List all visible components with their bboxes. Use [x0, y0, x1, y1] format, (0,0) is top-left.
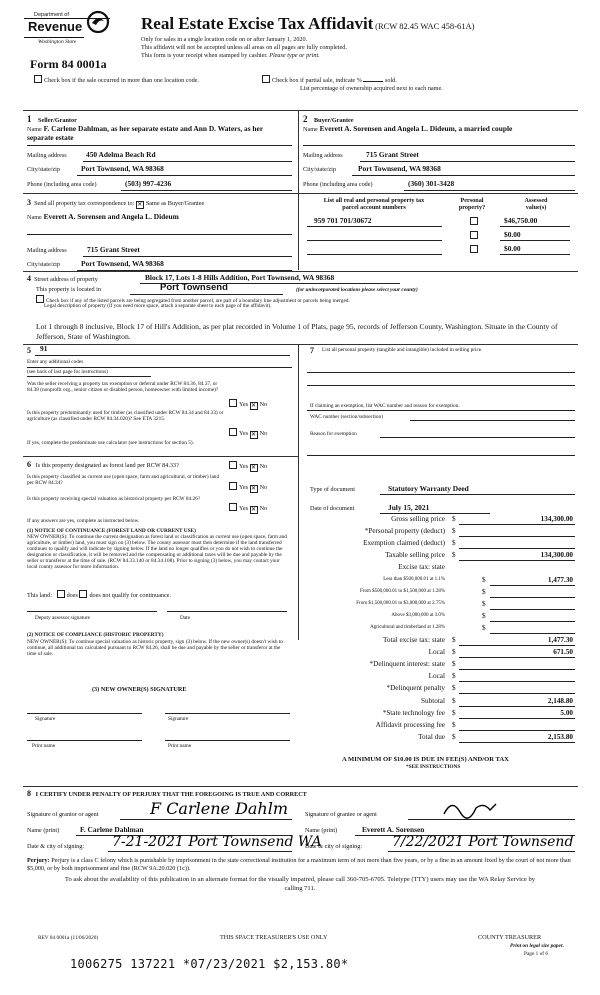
wac-number-label: WAC number (section/subsection) [310, 414, 383, 420]
exemption-question: Was the seller receiving a property tax exemption or deferral under RCW 84.36, 84.37, or 84.38 (nonprofit org., senior citizen or disabled person, homeowner with limited income)? [27, 381, 219, 394]
owner-print-name-label-2: Print name [168, 743, 192, 749]
seller-mailing-label: Mailing address [27, 152, 67, 159]
grantor-signature[interactable]: F Carlene Dahlm [150, 799, 289, 818]
historic-question: Is this property receiving special valuation as historical property per RCW 84.26? [27, 496, 201, 502]
tax-row-label: From $1,500,000.01 to $3,000,000 at 2.75% [356, 600, 445, 606]
tax-row-label: *Delinquent penalty [386, 684, 445, 693]
buyer-city-value[interactable]: Port Townsend, WA 98368 [358, 164, 441, 173]
grantee-signature[interactable] [440, 796, 500, 820]
tax-row [305, 599, 577, 611]
tax-row-currency: $ [452, 672, 456, 681]
seller-num: 1 [27, 114, 32, 124]
tax-row-currency: $ [452, 539, 456, 548]
timber-yes-checkbox[interactable] [229, 428, 237, 436]
assessed-value-1[interactable]: $46,750.00 [504, 216, 538, 225]
tax-row-label: Gross selling price [391, 515, 445, 523]
multi-location-check: Check box if the sale occurred in more than one location code. [34, 75, 199, 84]
land-qualify-row: This land: does does not qualify for continuance. [27, 592, 172, 599]
doc-type-value[interactable]: Statutory Warranty Deed [388, 484, 469, 493]
buyer-mailing-label: Mailing address [303, 152, 343, 159]
tax-row-label: Subtotal [421, 696, 445, 705]
buyer-num: 2 [303, 114, 308, 124]
cashier-stamp: 1006275 137221 *07/23/2021 $2,153.80* [70, 957, 349, 971]
owner-signature-label-2: Signature [168, 716, 189, 722]
logo-state: Washington State [38, 39, 77, 45]
current-use-no-checkbox[interactable] [250, 485, 258, 493]
exemption-no-checkbox[interactable] [250, 402, 258, 410]
deputy-assessor-signature-label: Deputy assessor signature [35, 615, 91, 621]
buyer-city-label: City/state/zip [303, 166, 336, 173]
tax-row-value[interactable]: 1,477.30 [547, 636, 573, 644]
partial-sale-checkbox[interactable] [262, 75, 270, 83]
personal-property-checkbox-3[interactable] [470, 245, 478, 253]
timber-yes-no: Yes ✕ No [229, 428, 267, 439]
grantor-signature-label: Signature of grantor or agent [27, 811, 99, 818]
see-back-note: (see back of last page for instructions) [27, 369, 108, 375]
tax-row [305, 635, 577, 647]
logo-revenue: Revenue [28, 19, 83, 34]
owner-signature-label-1: Signature [35, 716, 56, 722]
buyer-phone-label: Phone (including area code) [303, 181, 373, 188]
tax-row-currency: $ [452, 515, 456, 523]
buyer-mailing-value[interactable]: 715 Grant Street [366, 150, 419, 159]
tax-row-label: Local [428, 648, 445, 657]
current-use-yes-checkbox[interactable] [229, 482, 237, 490]
tax-row-currency: $ [452, 684, 456, 693]
tax-row [305, 611, 577, 623]
tax-row-label: Local [428, 672, 445, 681]
section7-num: 7 [310, 346, 314, 355]
new-owner-signature-heading: (3) NEW OWNER(S) SIGNATURE [92, 686, 187, 693]
buyer-phone-value[interactable]: (360) 301-3428 [408, 179, 455, 188]
legal-description-value[interactable]: Lot 1 through 8 inclusive, Block 17 of Hill's Addition, as per plat recorded in Volume 1 of Plats, page 95, records of Jefferson County, Washington. Situate in the County of Jefferson, State of Washington. [36, 322, 558, 341]
tax-row [305, 526, 577, 538]
tax-row [305, 683, 577, 695]
tax-row [305, 550, 577, 562]
tax-row-label: Agricultural and timberland at 1.28% [370, 624, 445, 630]
tax-row-currency: $ [482, 623, 486, 632]
tax-row [305, 732, 577, 744]
parcel-number-1[interactable]: 959 701 701/30672 [314, 216, 372, 225]
header-line-3-emphasis: Please type or print. [269, 51, 320, 59]
tax-row-label: *Delinquent interest: state [369, 660, 445, 669]
tax-row [305, 562, 577, 574]
personal-property-checkbox-1[interactable] [470, 217, 478, 225]
forest-no-checkbox[interactable] [250, 464, 258, 472]
tax-row-value[interactable]: 2,148.80 [547, 696, 573, 705]
exemption-claim-label: If claiming an exemption, list WAC number and reason for exemption. [310, 403, 460, 409]
grantor-name-label: Name (print) [27, 827, 60, 834]
title-text: Real Estate Excise Tax Affidavit [141, 14, 374, 33]
tax-row [305, 647, 577, 659]
tax-row-currency: $ [452, 660, 456, 669]
legal-description-label: Legal description of property (if you need more space, attach a separate sheet to each page of the affidavit). [44, 303, 272, 309]
multi-location-checkbox[interactable] [34, 75, 42, 83]
tax-corr-name-value[interactable]: Everett A. Sorensen and Angela L. Dideum [43, 212, 179, 221]
buyer-name-value[interactable]: Everett A. Sorensen and Angela L. Dideum, a married couple [319, 124, 513, 133]
tax-row-currency: $ [452, 732, 456, 741]
notice-continuance-title: (1) NOTICE OF CONTINUANCE (FOREST LAND OR CURRENT USE) [27, 528, 196, 534]
tax-row-currency: $ [482, 587, 486, 596]
grantee-name-value[interactable]: Everett A. Sorensen [362, 825, 425, 834]
tax-corr-city-value[interactable]: Port Townsend, WA 98368 [81, 259, 164, 268]
owner-print-name-label-1: Print name [32, 743, 56, 749]
tax-row [305, 623, 577, 635]
current-use-yes-no: Yes ✕ No [229, 482, 267, 493]
grantee-signature-label: Signature of grantee or agent [305, 811, 377, 818]
header-line-2: This affidavit will not be accepted unless all areas on all pages are fully completed. [141, 43, 347, 51]
buyer-heading: Buyer/Grantee [314, 117, 354, 124]
exemption-yes-no: Yes ✕ No [229, 399, 267, 410]
assessed-value-header: Assessed value(s) [524, 197, 548, 212]
same-as-buyer-checkbox[interactable] [136, 201, 144, 209]
segregation-row: Check box if any of the listed parcels are being segregated from another parcel, are part of a boundary line adjustment or parcels being merged. [36, 295, 576, 304]
logo-department: Department of [34, 12, 69, 18]
minimum-due-note: A MINIMUM OF $10.00 IS DUE IN FEE(S) AND/OR TAX [342, 756, 509, 763]
tax-calculation-table [305, 514, 577, 826]
tax-row [305, 587, 577, 599]
forest-yes-checkbox[interactable] [229, 461, 237, 469]
grantor-name-value[interactable]: F. Carlene Dahlman [80, 825, 144, 834]
additional-codes-label: Enter any additional codes [27, 359, 84, 365]
title-citation: (RCW 82.45 WAC 458-61A) [375, 21, 475, 31]
tax-corr-mailing-value[interactable]: 715 Grant Street [87, 245, 140, 254]
tax-row-currency: $ [452, 551, 456, 560]
grantee-name-label: Name (print) [305, 827, 338, 834]
street-address-row: 4 Street address of property [27, 274, 98, 283]
any-yes-note: If any answers are yes, complete as instructed below. [27, 518, 140, 524]
grantor-date-city[interactable]: 7-21-2021 Port Townsend WA [112, 834, 322, 850]
tax-row [305, 720, 577, 732]
seller-phone-value[interactable]: (503) 997-4236 [125, 179, 172, 188]
historic-yes-checkbox[interactable] [229, 503, 237, 511]
treasurer-use-label: THIS SPACE TREASURER'S USE ONLY [220, 934, 328, 941]
located-in-note: (for unincorporated locations please select your county) [296, 287, 418, 293]
swirl-logo-icon [86, 10, 110, 34]
tax-row-value[interactable]: 2,153.80 [547, 732, 573, 741]
tax-row [305, 538, 577, 550]
located-in-select[interactable]: Port Townsend [160, 282, 228, 293]
notice-compliance-text: NEW OWNER(S): To continue special valuation as historic property, sign (3) below. If the new owner(s) doesn't wish to continue, all additional tax calculated pursuant to RCW 84.26, shall be due and payable by the seller or transferor at the time of sale. [27, 639, 283, 657]
seller-city-value[interactable]: Port Townsend, WA 98368 [81, 164, 164, 173]
tax-row-label: Excise tax: state [398, 563, 445, 572]
tax-row-currency: $ [452, 720, 456, 729]
tax-row-currency: $ [452, 708, 456, 717]
tax-corr-name: Name Everett A. Sorensen and Angela L. Dideum [27, 212, 179, 221]
exemption-yes-checkbox[interactable] [229, 399, 237, 407]
seller-mailing-value[interactable]: 450 Adelma Beach Rd [86, 150, 156, 159]
seller-name-value[interactable]: F. Carlene Dahlman, as her separate estate and Ann D. Waters, as her separate estate [27, 124, 263, 142]
notice-compliance-title: (2) NOTICE OF COMPLIANCE (HISTORIC PROPERTY) [27, 632, 164, 638]
tax-row [305, 696, 577, 708]
tax-row-currency: $ [452, 696, 456, 705]
tax-row-value[interactable]: 671.50 [553, 648, 573, 657]
grantee-date-city-label: Date & city of signing: [305, 843, 363, 850]
historic-yes-no: Yes ✕ No [229, 503, 267, 514]
tax-row-currency: $ [452, 636, 456, 644]
doc-date-value[interactable]: July 15, 2021 [388, 503, 430, 512]
tax-row-label: Total due [418, 732, 445, 741]
tax-corr-city-label: City/state/zip [27, 261, 60, 268]
personal-property-header: Personal property? [458, 197, 486, 212]
see-instructions-note: *SEE INSTRUCTIONS [406, 764, 461, 770]
tax-row-currency: $ [452, 648, 456, 657]
form-title [141, 14, 474, 34]
ownership-note: List percentage of ownership acquired next to each name. [300, 85, 443, 92]
assessed-value-2[interactable]: $0.00 [504, 230, 521, 239]
tax-row-label: Exemption claimed (deduct) [363, 539, 445, 548]
legal-size-note: Print on legal size paper. [510, 943, 565, 949]
street-address-value[interactable]: Block 17, Lots 1-8 Hills Addition, Port Townsend, WA 98368 [145, 273, 335, 282]
county-treasurer-label: COUNTY TREASURER [478, 934, 542, 941]
parcel-list-header: List all real and personal property tax parcel account numbers [323, 197, 425, 212]
revision-code: REV 84 0001a (11/06/2020) [38, 935, 99, 941]
tax-row-value[interactable]: 134,300.00 [540, 551, 573, 560]
tax-row [305, 514, 577, 526]
timber-question: Is this property predominantly used for timber (as classified under RCW 84.34 and 84.33) or agriculture (as classified under RCW 84.34.020)? See ETA 3215. [27, 410, 224, 423]
grantee-date-city[interactable]: 7/22/2021 Port Townsend [392, 834, 574, 850]
tax-row-label: *State technology fee [382, 708, 445, 717]
timber-no-checkbox[interactable] [250, 431, 258, 439]
tax-row-currency: $ [482, 575, 486, 584]
tax-row-value[interactable]: 5.00 [560, 708, 573, 717]
tax-row-value[interactable]: 1,477.30 [547, 575, 573, 584]
tax-corr-mailing-label: Mailing address [27, 247, 67, 254]
deputy-date-label: Date [180, 615, 190, 621]
section5-num: 5 [27, 346, 31, 355]
tax-row-currency: $ [482, 599, 486, 608]
located-in-label: This property is located in [36, 286, 101, 293]
personal-property-list-label: List all personal property (tangible and intangible) included in selling price. [322, 347, 483, 353]
segregation-checkbox[interactable] [36, 295, 44, 303]
tax-row [305, 575, 577, 587]
forest-land-question: 6 Is this property designated as forest land per RCW 84.33? [27, 460, 179, 469]
tax-row [305, 708, 577, 720]
certify-statement: 8 I CERTIFY UNDER PENALTY OF PERJURY THAT THE FOREGOING IS TRUE AND CORRECT [27, 789, 307, 798]
tax-correspondence: 3 Send all property tax correspondence to: ✕ Same as Buyer/Grantee [27, 198, 204, 209]
doc-type-label: Type of document [310, 486, 355, 493]
seller-city-label: City/state/zip [27, 166, 60, 173]
grantor-date-city-label: Date & city of signing: [27, 843, 85, 850]
tax-row-value[interactable]: 134,300.00 [540, 515, 573, 523]
dor-logo [24, 10, 112, 54]
tax-row [305, 659, 577, 671]
buyer-name-block: Name Everett A. Sorensen and Angela L. Dideum, a married couple [303, 124, 513, 133]
tax-row-label: From $500,000.01 to $1,500,000 at 1.28% [360, 588, 445, 594]
seller-heading: Seller/Grantor [38, 117, 77, 124]
tax-row-label: Less than $500,000.01 at 1.1% [383, 576, 445, 582]
forest-yes-no: Yes ✕ No [229, 461, 267, 472]
tax-row-currency: $ [482, 611, 486, 620]
tax-row-currency: $ [452, 527, 456, 536]
does-checkbox[interactable] [57, 590, 65, 598]
tax-row-label: Affidavit processing fee [375, 720, 445, 729]
page-number: Page 1 of 6 [524, 951, 548, 957]
current-use-question: Is this property classified as current use (open space, farm and agricultural, or timber) land per RCW 84.34? [27, 474, 220, 487]
exemption-reason-label: Reason for exemption [310, 431, 357, 437]
land-use-code[interactable]: 91 [40, 344, 48, 353]
header-line-1: Only for sales in a single location code on or after January 1, 2020. [141, 36, 308, 43]
personal-property-checkbox-2[interactable] [470, 231, 478, 239]
seller-phone-label: Phone (including area code) [27, 181, 97, 188]
doc-date-label: Date of document [310, 505, 355, 512]
tax-row-label: *Personal property (deduct) [364, 527, 445, 536]
alternate-format-notice: To ask about the availability of this publication in an alternate format for the visually impaired, please call 360-705-6705. Teletype (TTY) users may use the WA Relay Service by calling 711. [64, 876, 536, 892]
tax-row-label: Taxable selling price [385, 551, 445, 560]
tax-row-label: Total excise tax: state [383, 636, 445, 644]
historic-no-checkbox[interactable] [250, 506, 258, 514]
assessed-value-3[interactable]: $0.00 [504, 244, 521, 253]
tax-row-label: Above $3,000,000 at 3.0% [391, 612, 445, 618]
seller-name-block: Name F. Carlene Dahlman, as her separate estate and Ann D. Waters, as her separate estate [27, 124, 263, 142]
perjury-notice: Perjury: Perjury is a class C felony which is punishable by imprisonment in the state correctional institution for a maximum term of not more than five years, or by a fine in an amount fixed by the court of not more than $5,000, or by both imprisonment and fine (RCW 9A.20.020 (1c)). [27, 857, 571, 872]
notice-continuance-text: NEW OWNER(S): To continue the current designation as forest land or classification as current use (open space, farm and agriculture, or timber) land, you must sign on (3) below. The county assessor must then determine if the land transferred continues to qualify and will indicate by signing below. If the land no longer qualifies or you do not wish to continue the designation or classification, it will be removed and the compensating or additional taxes will be due and payable by the seller or transferor at the time of sale. (RCW 84.33.140 or 84.34.108). Prior to signing (3) below, you may contact your local county assessor for more information. [27, 534, 287, 570]
partial-sale-check: Check box if partial sale, indicate % sold. [262, 75, 397, 84]
does-not-checkbox[interactable] [79, 590, 87, 598]
tax-row [305, 671, 577, 683]
header-line-3: This form is your receipt when stamped by cashier. Please type or print. [141, 51, 320, 59]
predominate-use-note: If yes, complete the predominate use calculator (see instructions for section 5). [27, 440, 194, 446]
form-number: Form 84 0001a [30, 57, 107, 71]
